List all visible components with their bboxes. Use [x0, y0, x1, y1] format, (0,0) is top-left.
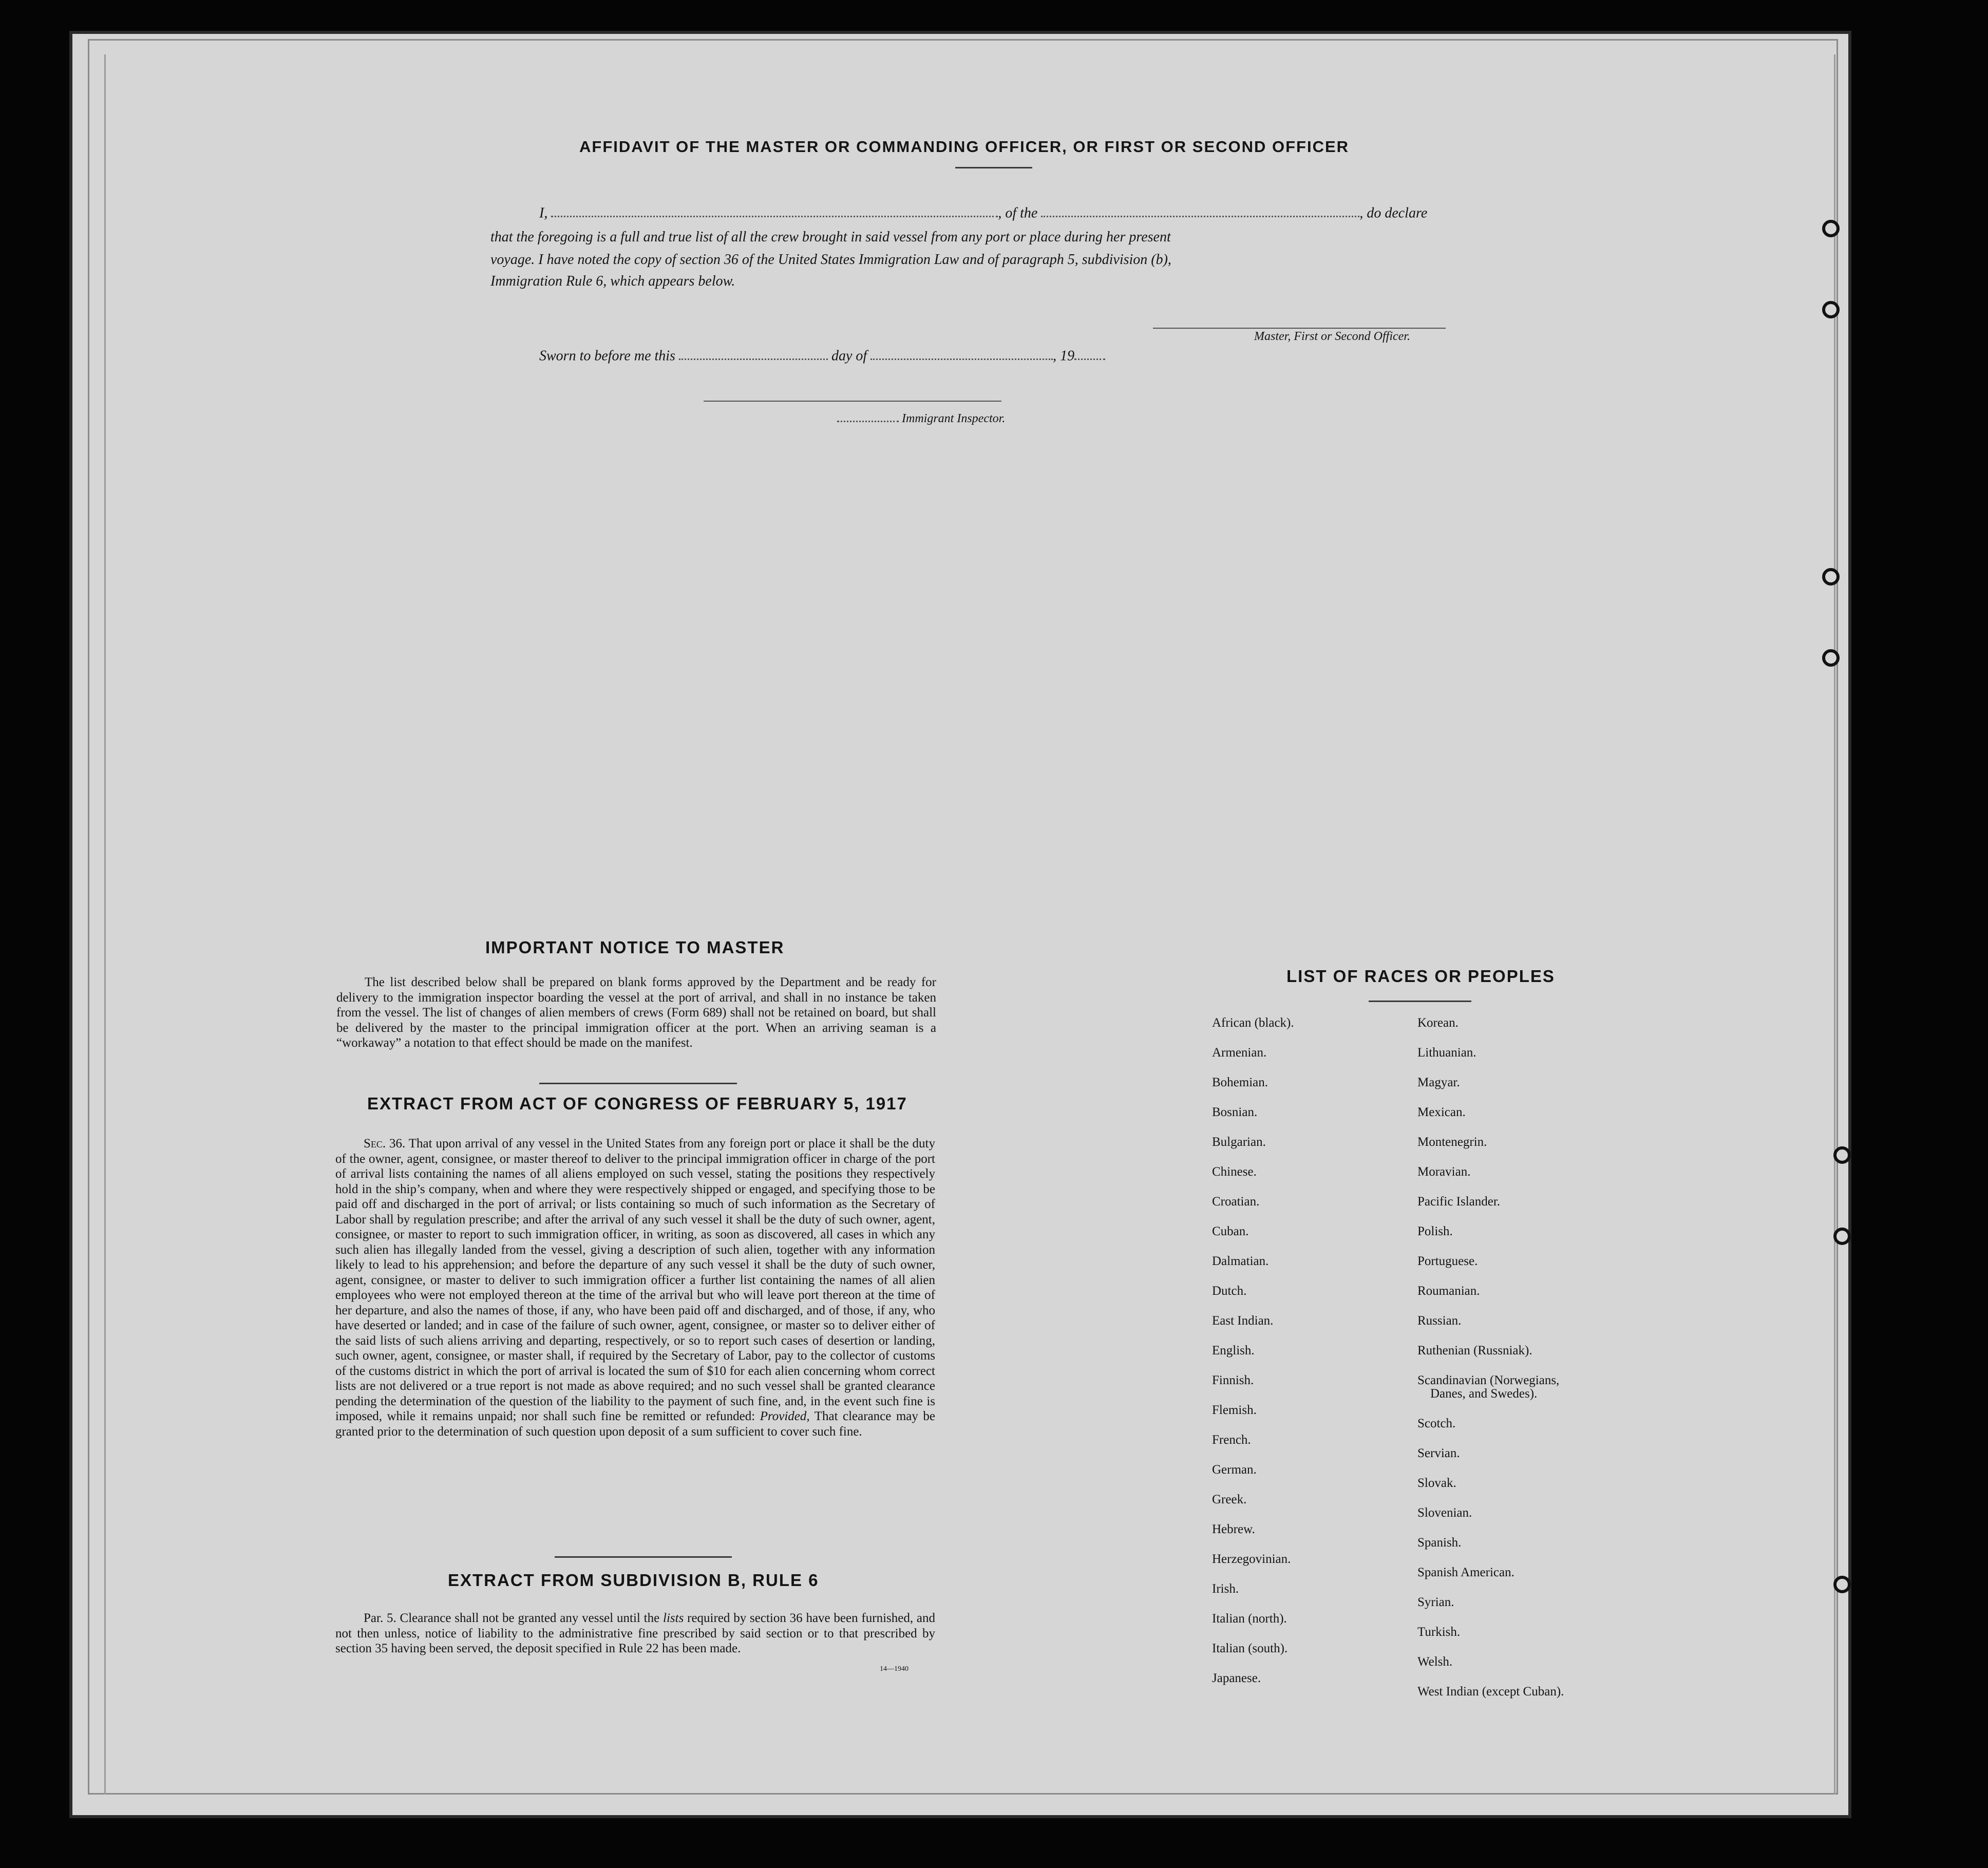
sworn-text: day of [831, 348, 867, 364]
race-item: Flemish. [1212, 1403, 1257, 1417]
margin-rule [104, 54, 106, 1795]
race-item: Greek. [1212, 1493, 1247, 1506]
race-item: Slovak. [1417, 1476, 1456, 1490]
race-item: Welsh. [1417, 1655, 1453, 1669]
race-item: Finnish. [1212, 1373, 1254, 1387]
binder-hole [1822, 220, 1840, 237]
race-item: Pacific Islander. [1417, 1195, 1501, 1209]
race-item: English. [1212, 1344, 1255, 1357]
race-item: Lithuanian. [1417, 1046, 1476, 1060]
act-title: EXTRACT FROM ACT OF CONGRESS OF FEBRUARY 5, 1917 [367, 1094, 907, 1113]
race-item: Portuguese. [1417, 1254, 1478, 1268]
inspector-blank [837, 411, 899, 422]
divider [539, 1083, 737, 1084]
divider [955, 167, 1032, 168]
form-number: 14—1940 [880, 1665, 908, 1673]
affidavit-line-3: voyage. I have noted the copy of section 36 of the United States Immigration Law and of paragraph 5, subdivision (b), [490, 252, 1171, 268]
race-item: Irish. [1212, 1582, 1239, 1596]
divider [555, 1556, 732, 1558]
race-item: Italian (north). [1212, 1612, 1287, 1626]
race-item: Dalmatian. [1212, 1254, 1269, 1268]
race-item: Hebrew. [1212, 1522, 1255, 1536]
race-item: German. [1212, 1463, 1257, 1477]
month-blank [870, 347, 1053, 360]
race-item: Bulgarian. [1212, 1135, 1266, 1149]
day-blank [679, 347, 828, 360]
race-item: Magyar. [1417, 1075, 1460, 1089]
race-item: Korean. [1417, 1016, 1459, 1030]
act-text-b: That clearance may be granted prior to the determination of such question upon deposit of a sum sufficient to cover such fine. [335, 1409, 935, 1439]
race-item: Moravian. [1417, 1165, 1471, 1179]
sworn-text: Sworn to before me this [539, 348, 675, 364]
races-title: LIST OF RACES OR PEOPLES [1286, 967, 1555, 986]
race-item: Croatian. [1212, 1195, 1260, 1209]
binder-hole [1822, 301, 1840, 318]
affidavit-line-1 [539, 204, 1427, 221]
binder-hole [1822, 649, 1840, 667]
race-item: Ruthenian (Russniak). [1417, 1344, 1532, 1357]
affidavit-text: , of the [998, 205, 1038, 221]
race-item: Turkish. [1417, 1625, 1461, 1639]
race-item: Mexican. [1417, 1105, 1466, 1119]
race-item: Dutch. [1212, 1284, 1247, 1298]
binder-hole [1833, 1228, 1851, 1245]
signature-line [1153, 328, 1446, 329]
race-item: Scotch. [1417, 1417, 1456, 1430]
race-item: African (black). [1212, 1016, 1294, 1030]
race-item: Slovenian. [1417, 1506, 1472, 1520]
sheet-border [88, 39, 1838, 1795]
race-item: Spanish American. [1417, 1565, 1514, 1579]
lists-word: lists [663, 1611, 684, 1625]
race-item: Polish. [1417, 1224, 1453, 1238]
year-blank [1074, 347, 1105, 360]
provided-label: Provided, [760, 1409, 810, 1423]
inspector-text: Immigrant Inspector. [902, 412, 1006, 426]
race-item: Bohemian. [1212, 1075, 1268, 1089]
binder-hole [1822, 568, 1840, 586]
act-text-a: That upon arrival of any vessel in the United States from any foreign port or place it shall be the duty of the owner, agent, consignee, or master thereof to deliver to the principal immigration officer in charge of the port of arrival lists containing the names of all aliens employed on such vessel, stating the positions they respectively hold in the ship’s company, when and where they were respectively shipped or engaged, and specifying those to be paid off and discharged in the port of arrival; or lists containing so much of such information as the Secretary of Labor shall by regulation prescribe; and after the arrival of any such vessel it shall be the duty of such owner, agent, consignee, or master to report to such immigration officer, in writing, as soon as discovered, all cases in which any such alien has illegally landed from the vessel, giving a description of such alien, together with any information likely to lead to his apprehension; and before the departure of any such vessel it shall be the duty of such owner, agent, consignee, or master to deliver to such immigration officer a further list containing the names of all alien employees who were not employed thereon at the time of the arrival but who will leave port thereon at the time of her departure, and also the names of those, if any, who have been paid off and discharged, and of those, if any, who have deserted or landed; and in case of the failure of such owner, agent, consignee, or master so to deliver either of the said lists of such aliens arriving and departing, respectively, or so to report such cases of desertion or landing, such owner, agent, consignee, or master shall, if required by the Secretary of Labor, pay to the collector of customs of the customs district in which the port of arrival is located the sum of $10 for each alien concerning whom correct lists are not delivered or a true report is not made as above required; and no such vessel shall be granted clearance pending the determination of the question of the liability to the payment of such fine, and, in the event such fine is imposed, while it remains unpaid; nor shall such fine be remitted or refunded: [335, 1137, 935, 1423]
affidavit-text: I, [539, 205, 548, 221]
binder-hole [1833, 1146, 1851, 1164]
signature-caption: Master, First or Second Officer. [1254, 330, 1410, 343]
race-item: Herzegovinian. [1212, 1552, 1291, 1566]
sworn-text: , 19 [1053, 348, 1075, 364]
rule-body [335, 1611, 935, 1656]
notice-title: IMPORTANT NOTICE TO MASTER [485, 938, 785, 957]
rule-text-b: required by section 36 have been furnished, and not then unless, notice of liability to the administrative fine prescribed by said section or to that prescribed by section 35 having been served, the deposit specified in Rule 22 has been made. [335, 1611, 936, 1655]
act-body [335, 1136, 935, 1439]
race-item: Japanese. [1212, 1671, 1261, 1685]
affidavit-line-4: Immigration Rule 6, which appears below. [490, 273, 735, 289]
race-item: Bosnian. [1212, 1105, 1258, 1119]
affidavit-line-2: that the foregoing is a full and true list of all the crew brought in said vessel from any port or place during her present [490, 229, 1171, 245]
notice-body: The list described below shall be prepared on blank forms approved by the Department and be ready for delivery to the immigration inspector boarding the vessel at the port of arrival, and shall in no instance be taken from the vessel. The list of changes of alien members of crews (Form 689) shall not be retained on board, but shall be delivered by the master to the principal immigration officer at the port. When an arriving seaman is a “workaway” a notation to that effect should be made on the manifest. [336, 975, 936, 1050]
race-item: Danes, and Swedes). [1430, 1387, 1538, 1401]
name-blank [551, 204, 998, 217]
affidavit-title: AFFIDAVIT OF THE MASTER OR COMMANDING OFFICER, OR FIRST OR SECOND OFFICER [579, 138, 1350, 156]
vessel-blank [1041, 204, 1359, 217]
rule-text-a: Par. 5. Clearance shall not be granted any vessel until the [364, 1611, 660, 1625]
race-item: Spanish. [1417, 1536, 1462, 1550]
race-item: East Indian. [1212, 1314, 1274, 1328]
race-item: Syrian. [1417, 1595, 1454, 1609]
sworn-line [539, 347, 1105, 364]
binder-hole [1833, 1576, 1851, 1593]
race-item: Cuban. [1212, 1224, 1249, 1238]
race-item: Servian. [1417, 1446, 1460, 1460]
race-item: Scandinavian (Norwegians, [1417, 1373, 1560, 1387]
affidavit-text: , do declare [1359, 205, 1428, 221]
rule-title: EXTRACT FROM SUBDIVISION B, RULE 6 [448, 1571, 819, 1590]
form-sheet [69, 31, 1851, 1818]
inspector-signature-line [704, 401, 1001, 402]
race-item: Montenegrin. [1417, 1135, 1487, 1149]
inspector-caption [837, 411, 1005, 426]
race-item: Russian. [1417, 1314, 1462, 1328]
race-item: Italian (south). [1212, 1641, 1288, 1655]
divider [1369, 1001, 1471, 1002]
race-item: Armenian. [1212, 1046, 1267, 1060]
race-item: Roumanian. [1417, 1284, 1480, 1298]
race-item: French. [1212, 1433, 1251, 1447]
section-label: Sec. 36. [364, 1137, 406, 1150]
race-item: West Indian (except Cuban). [1417, 1685, 1564, 1699]
race-item: Chinese. [1212, 1165, 1257, 1179]
